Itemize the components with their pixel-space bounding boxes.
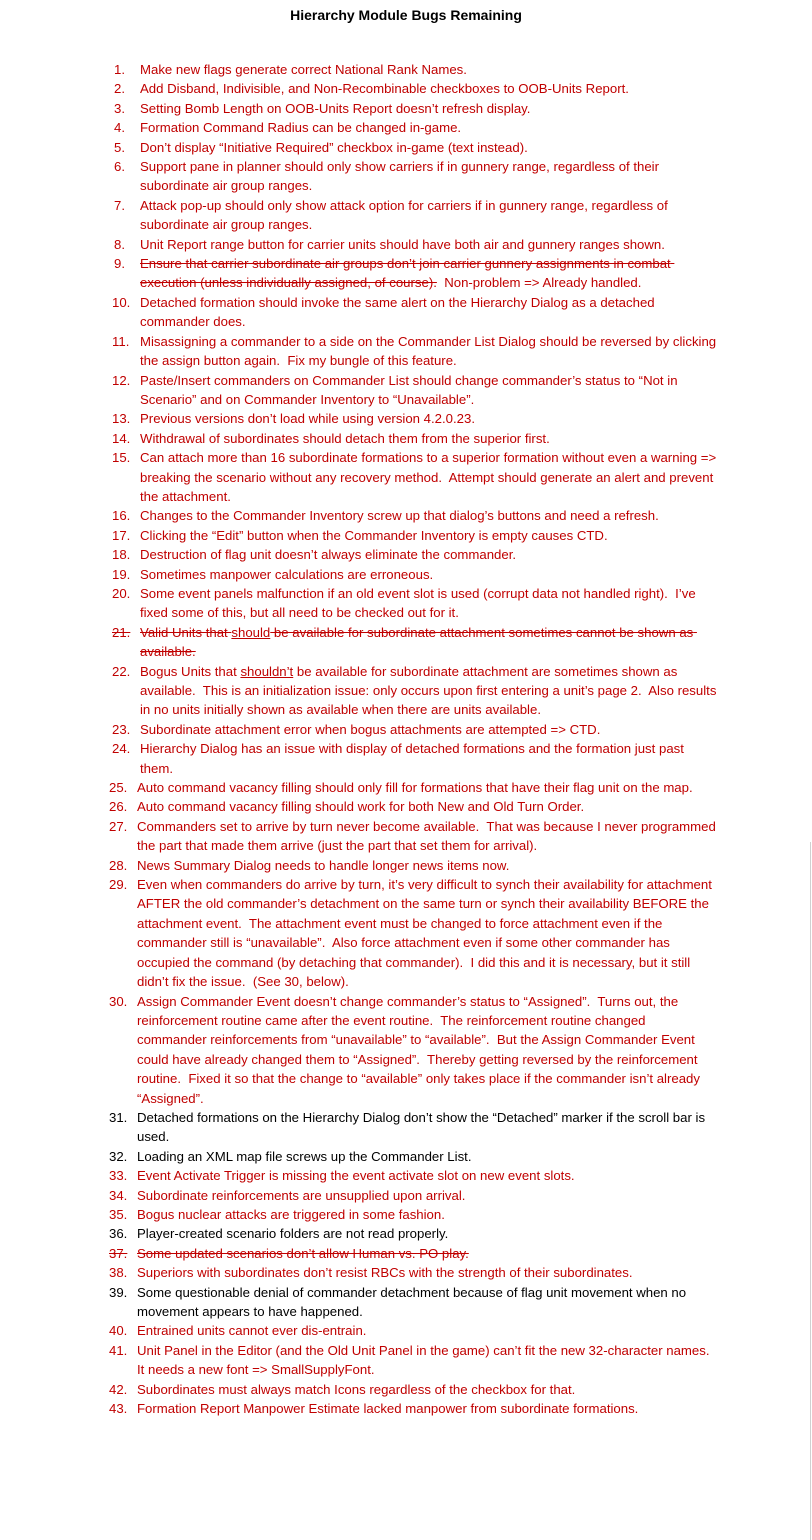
list-item-text: Formation Report Manpower Estimate lacked manpower from subordinate formations.: [137, 1401, 639, 1417]
list-item-text: Some questionable denial of commander detachment because of flag unit movement when no movement appears to have happened.: [137, 1284, 690, 1319]
list-item: [109, 875, 717, 991]
list-item-text: Subordinates must always match Icons regardless of the checkbox for that.: [137, 1381, 576, 1397]
list-item-text: Setting Bomb Length on OOB-Units Report doesn’t refresh display.: [140, 100, 531, 116]
list-item: [112, 429, 720, 448]
list-item-number: 7.: [114, 197, 125, 213]
list-item-number: 27.: [109, 818, 128, 834]
list-item: [112, 662, 721, 720]
list-item: [114, 79, 720, 98]
list-item-number: 15.: [112, 450, 131, 466]
list-item: [109, 1341, 717, 1380]
list-item: [114, 196, 720, 235]
list-item-text: Superiors with subordinates don’t resist RBCs with the strength of their subordinates.: [137, 1265, 633, 1281]
list-item-number: 43.: [109, 1401, 128, 1417]
list-item: [109, 817, 720, 856]
list-item-number: 26.: [109, 799, 128, 815]
list-item: [114, 99, 720, 118]
list-item: [114, 254, 720, 293]
list-item: [114, 60, 720, 79]
list-item-text: Support pane in planner should only show carriers if in gunnery range, regardless of their subordinate air group ranges.: [140, 159, 663, 194]
list-item: [112, 332, 720, 371]
list-item-number: 3.: [114, 100, 125, 116]
list-item: [109, 1108, 717, 1147]
list-item-text: Hierarchy Dialog has an issue with display of detached formations and the formation just past them.: [140, 741, 688, 776]
list-item: [109, 1224, 717, 1243]
list-item-number: 19.: [112, 566, 131, 582]
list-item: [112, 720, 720, 739]
list-item-number: 34.: [109, 1187, 128, 1203]
list-item: [109, 1166, 717, 1185]
list-item: [109, 797, 717, 816]
list-item-text: Add Disband, Indivisible, and Non-Recombinable checkboxes to OOB-Units Report.: [140, 81, 629, 97]
list-item-number: 36.: [109, 1226, 128, 1242]
list-item-number: 33.: [109, 1168, 128, 1184]
list-item-number: 8.: [114, 236, 125, 252]
list-item-text: Attack pop-up should only show attack option for carriers if in gunnery range, regardless of subordinate air group ranges.: [140, 197, 672, 233]
list-item: [112, 623, 720, 662]
list-item-text: Bogus Units that: [140, 663, 241, 679]
list-item: [112, 565, 720, 584]
list-item-number: 22.: [112, 663, 131, 679]
list-item-text: Assign Commander Event doesn’t change commander’s status to “Assigned”. Turns out, the reinforcement routine came after the event routine. The reinforcement routine changed commander reinforcements from “unavailable” to “available”. But the Assign Commander Event could have already changed them to “Assigned”. Thereby getting reversed by the reinforcement routine. Fixed it so that the change to “available” only takes place if the commander isn’t already “Assigned”.: [137, 993, 704, 1106]
list-item-text: Formation Command Radius can be changed in-game.: [140, 120, 462, 136]
list-item: [109, 1244, 717, 1263]
list-item-text: Some event panels malfunction if an old event slot is used (corrupt data not handled right). I’ve fixed some of this, but all need to be checked out for it.: [140, 585, 700, 621]
list-item: [112, 545, 720, 564]
list-item: [114, 118, 720, 137]
list-item-number: 37.: [109, 1245, 128, 1261]
list-item-text: Can attach more than 16 subordinate formations to a superior formation without even a warning => breaking the scenario without any recovery method. Attempt should generate an alert and prevent the attachment.: [140, 450, 720, 504]
list-item-number: 39.: [109, 1284, 128, 1300]
list-item-text: Sometimes manpower calculations are erroneous.: [140, 566, 434, 582]
list-item-text: Non-problem => Already handled.: [436, 275, 642, 291]
list-item: [109, 1399, 717, 1418]
list-item: [114, 157, 720, 196]
list-item-text: Player-created scenario folders are not read properly.: [137, 1226, 449, 1242]
list-item-number: 20.: [112, 585, 131, 601]
list-item-text: Previous versions don’t load while using version 4.2.0.23.: [140, 411, 476, 427]
page-edge-line: [810, 842, 811, 1540]
list-item-text: Detached formation should invoke the same alert on the Hierarchy Dialog as a detached commander does.: [140, 294, 659, 330]
list-item-number: 21.: [112, 624, 131, 640]
list-item-text: Clicking the “Edit” button when the Commander Inventory is empty causes CTD.: [140, 527, 608, 543]
list-item-number: 25.: [109, 780, 128, 796]
list-item-text: Paste/Insert commanders on Commander List should change commander’s status to “Not in Scenario” and on Commander Inventory to “Unavailable”.: [140, 372, 682, 407]
list-item-number: 30.: [109, 993, 128, 1009]
list-item-number: 18.: [112, 547, 131, 563]
list-item-text: Destruction of flag unit doesn’t always eliminate the commander.: [140, 547, 517, 563]
list-item-number: 5.: [114, 139, 125, 155]
list-item: [112, 409, 720, 428]
list-item-number: 38.: [109, 1265, 128, 1281]
list-item-text: should: [231, 624, 271, 640]
list-item: [109, 1321, 717, 1340]
list-item-text: News Summary Dialog needs to handle longer news items now.: [137, 857, 510, 873]
list-item-text: Ensure that carrier subordinate air groups don’t join carrier gunnery assignments in combat execution (unless individually assigned, of course).: [140, 256, 675, 291]
list-item: [112, 448, 720, 506]
list-item: [109, 1283, 717, 1322]
list-item-number: 32.: [109, 1148, 128, 1164]
list-item-number: 1.: [114, 62, 125, 77]
list-item-text: Unit Report range button for carrier units should have both air and gunnery ranges shown.: [140, 236, 665, 252]
list-item-number: 12.: [112, 372, 131, 388]
list-item: [109, 1263, 717, 1282]
list-item-number: 35.: [109, 1206, 128, 1222]
list-item: [109, 1380, 717, 1399]
list-item-text: Misassigning a commander to a side on the Commander List Dialog should be reversed by clicking the assign button again. Fix my bungle of this feature.: [140, 333, 720, 369]
list-item-number: 9.: [114, 256, 125, 272]
list-item-number: 41.: [109, 1342, 128, 1358]
list-item-number: 17.: [112, 527, 131, 543]
list-item: [112, 371, 720, 410]
list-item-number: 6.: [114, 159, 125, 175]
list-item-text: Subordinate reinforcements are unsupplied upon arrival.: [137, 1187, 466, 1203]
list-item: [114, 138, 720, 157]
list-item: [112, 739, 720, 778]
list-item-number: 29.: [109, 877, 128, 893]
list-item-text: Auto command vacancy filling should work for both New and Old Turn Order.: [137, 799, 585, 815]
list-item-text: shouldn’t: [240, 663, 294, 679]
page-title: Hierarchy Module Bugs Remaining: [290, 7, 522, 23]
list-item-number: 24.: [112, 741, 131, 757]
list-item-text: Detached formations on the Hierarchy Dialog don’t show the “Detached” marker if the scroll bar is used.: [137, 1109, 709, 1145]
list-item-text: be available for subordinate attachment sometimes cannot be shown as available.: [140, 624, 697, 660]
list-item-text: Entrained units cannot ever dis-entrain.: [137, 1323, 367, 1339]
list-item-text: Some updated scenarios don’t allow Human vs. PO play.: [137, 1245, 469, 1261]
list-item-number: 11.: [112, 333, 130, 349]
list-item: [114, 235, 720, 254]
list-item-text: Event Activate Trigger is missing the event activate slot on new event slots.: [137, 1168, 575, 1184]
list-item-text: Withdrawal of subordinates should detach them from the superior first.: [140, 430, 550, 446]
list-item-number: 14.: [112, 430, 131, 446]
list-item: [112, 526, 720, 545]
list-item-number: 10.: [112, 294, 131, 310]
list-item-text: Make new flags generate correct National Rank Names.: [140, 62, 467, 77]
bug-list: [0, 60, 812, 1418]
list-item: [109, 856, 717, 875]
list-item-number: 42.: [109, 1381, 128, 1397]
list-item: [112, 584, 720, 623]
list-item-number: 16.: [112, 508, 131, 524]
list-item-text: Don’t display “Initiative Required” checkbox in-game (text instead).: [140, 139, 528, 155]
list-item-number: 2.: [114, 81, 125, 97]
list-item-text: Subordinate attachment error when bogus attachments are attempted => CTD.: [140, 721, 601, 737]
list-item-text: Changes to the Commander Inventory screw up that dialog’s buttons and need a refresh.: [140, 508, 659, 524]
list-item-text: Auto command vacancy filling should only fill for formations that have their flag unit on the map.: [137, 780, 693, 796]
list-item-text: be available for subordinate attachment are sometimes shown as available. This is an initialization issue: only occurs upon first entering a unit’s page 2. Also results in no units initially shown as available when there are units available.: [140, 663, 721, 718]
list-item: [109, 778, 717, 797]
list-item-number: 28.: [109, 857, 128, 873]
list-item-number: 40.: [109, 1323, 128, 1339]
list-item: [112, 506, 720, 525]
list-item: [109, 1147, 717, 1166]
list-item: [109, 1186, 717, 1205]
list-item-number: 23.: [112, 721, 131, 737]
list-item-text: Valid Units that: [140, 624, 232, 640]
list-item-text: Bogus nuclear attacks are triggered in some fashion.: [137, 1206, 445, 1222]
list-item-number: 4.: [114, 120, 125, 136]
list-item-text: Loading an XML map file screws up the Commander List.: [137, 1148, 472, 1164]
list-item-text: Even when commanders do arrive by turn, it’s very difficult to synch their availability for attachment AFTER the old commander’s detachment on the same turn or synch their availability BEFORE the attachment event. The attachment event must be changed to force attachment even if the commander still is “unavailable”. Also force attachment even if some other commander has occupied the command (by detaching that commander). I did this and it is necessary, but it still didn’t fix the issue. (See 30, below).: [137, 877, 715, 990]
list-item: [109, 992, 717, 1108]
list-item: [112, 293, 720, 332]
list-item-number: 31.: [109, 1109, 128, 1125]
list-item-text: Unit Panel in the Editor (and the Old Unit Panel in the game) can’t fit the new 32-character names. It needs a new font => SmallSupplyFont.: [137, 1342, 717, 1378]
list-item: [109, 1205, 717, 1224]
list-item-text: Commanders set to arrive by turn never become available. That was because I never programmed the part that made them arrive (just the part that set them for arrival).: [137, 818, 720, 854]
list-item-number: 13.: [112, 411, 131, 427]
